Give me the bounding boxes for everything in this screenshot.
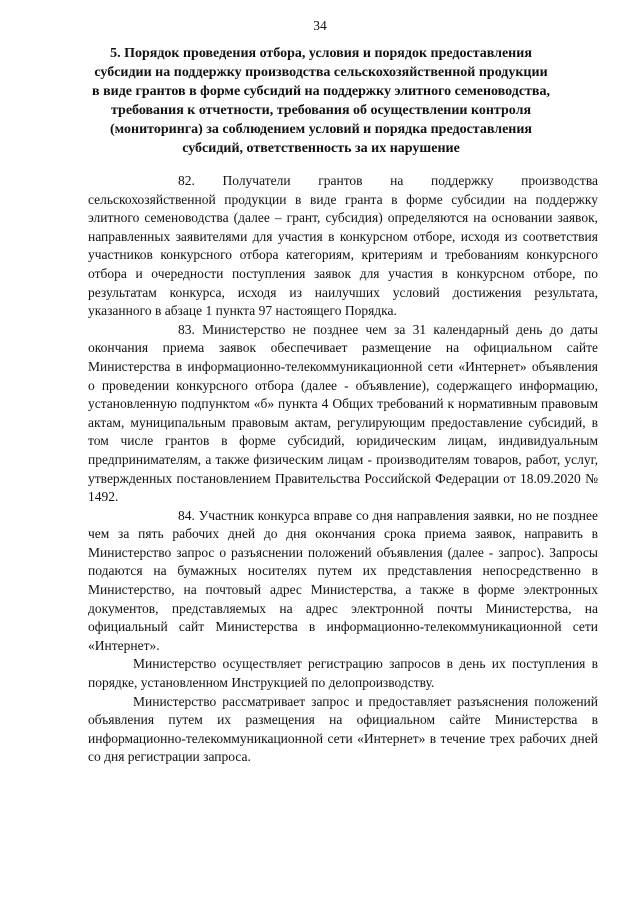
paragraph-text: Получатели грантов на поддержку производства сельскохозяйственной продукции в виде гранта в форме субсидии на поддержку элитного семеноводства (далее – грант, субсидия) определяются на основании заявок, направленных заявителями для участия в конкурсном отборе, исходя из соответствия участников конкурсного отбора категориям, критериям и требованиям конкурсного отбора и очередности поступления заявок для участия в конкурсном отборе, по результатам конкурса, исходя из наилучших условий достижения результата, указанного в абзаце 1 пункта 97 настоящего Порядка. — [88, 173, 599, 319]
heading-line: субсидии на поддержку производства сельскохозяйственной продукции — [94, 65, 548, 80]
paragraph-text: Участник конкурса вправе со дня направления заявки, но не позднее чем за пять рабочих дней до дня окончания срока приема заявок, направить в Министерство запрос о разъяснении положений объявления (далее - запрос). Запросы подаются на бумажных носителях путем их представления непосредственно в Министерство, на почтовый адрес Министерства, а также в форме электронных документов, представляемых на адрес электронной почты Министерства, на официальный сайт Министерства в информационно-телекоммуникационной сети «Интернет». — [88, 507, 599, 653]
paragraph-text: Министерство осуществляет регистрацию запросов в день их поступления в порядке, установленном Инструкцией по делопроизводству. — [88, 656, 598, 691]
heading-line: в виде грантов в форме субсидий на поддержку элитного семеноводства, — [92, 84, 550, 99]
paragraph-number: 83. — [178, 321, 195, 337]
paragraph-registration — [88, 655, 598, 692]
heading-line: 5. Порядок проведения отбора, условия и порядок предоставления — [110, 46, 532, 61]
heading-line: субсидий, ответственность за их нарушение — [182, 141, 460, 156]
page-number: 34 — [313, 18, 327, 33]
paragraph-text: Министерство не позднее чем за 31 календарный день до даты окончания приема заявок обеспечивает размещение на официальном сайте Министерства в информационно-телекоммуникационной сети «Интернет» объявления о проведении конкурсного отбора (далее - объявление), содержащего информацию, установленную подпунктом «б» пункта 4 Общих требований к нормативным правовым актам, муниципальным правовым актам, регулирующим предоставление субсидий, в том числе грантов в форме субсидий, юридическим лицам, индивидуальным предпринимателям, а также физическим лицам - производителям товаров, работ, услуг, утвержденных постановлением Правительства Российской Федерации от 18.09.2020 № 1492. — [88, 321, 598, 505]
paragraph-number: 84. — [178, 507, 195, 523]
paragraph-clarification — [88, 693, 598, 767]
paragraph-number: 82. — [178, 173, 195, 188]
paragraph-82 — [88, 172, 598, 321]
heading-line: (мониторинга) за соблюдением условий и порядка предоставления — [110, 122, 532, 137]
paragraph-84 — [88, 507, 598, 656]
document-body — [88, 172, 598, 767]
heading-line: требования к отчетности, требования об осуществлении контроля — [110, 103, 532, 118]
paragraph-text: Министерство рассматривает запрос и предоставляет разъяснения положений объявления путем их размещения на официальном сайте Министерства в информационно-телекоммуникационной сети «Интернет» в течение трех рабочих дней со дня регистрации запроса. — [88, 693, 598, 765]
paragraph-83 — [88, 321, 598, 507]
section-heading — [86, 44, 556, 158]
